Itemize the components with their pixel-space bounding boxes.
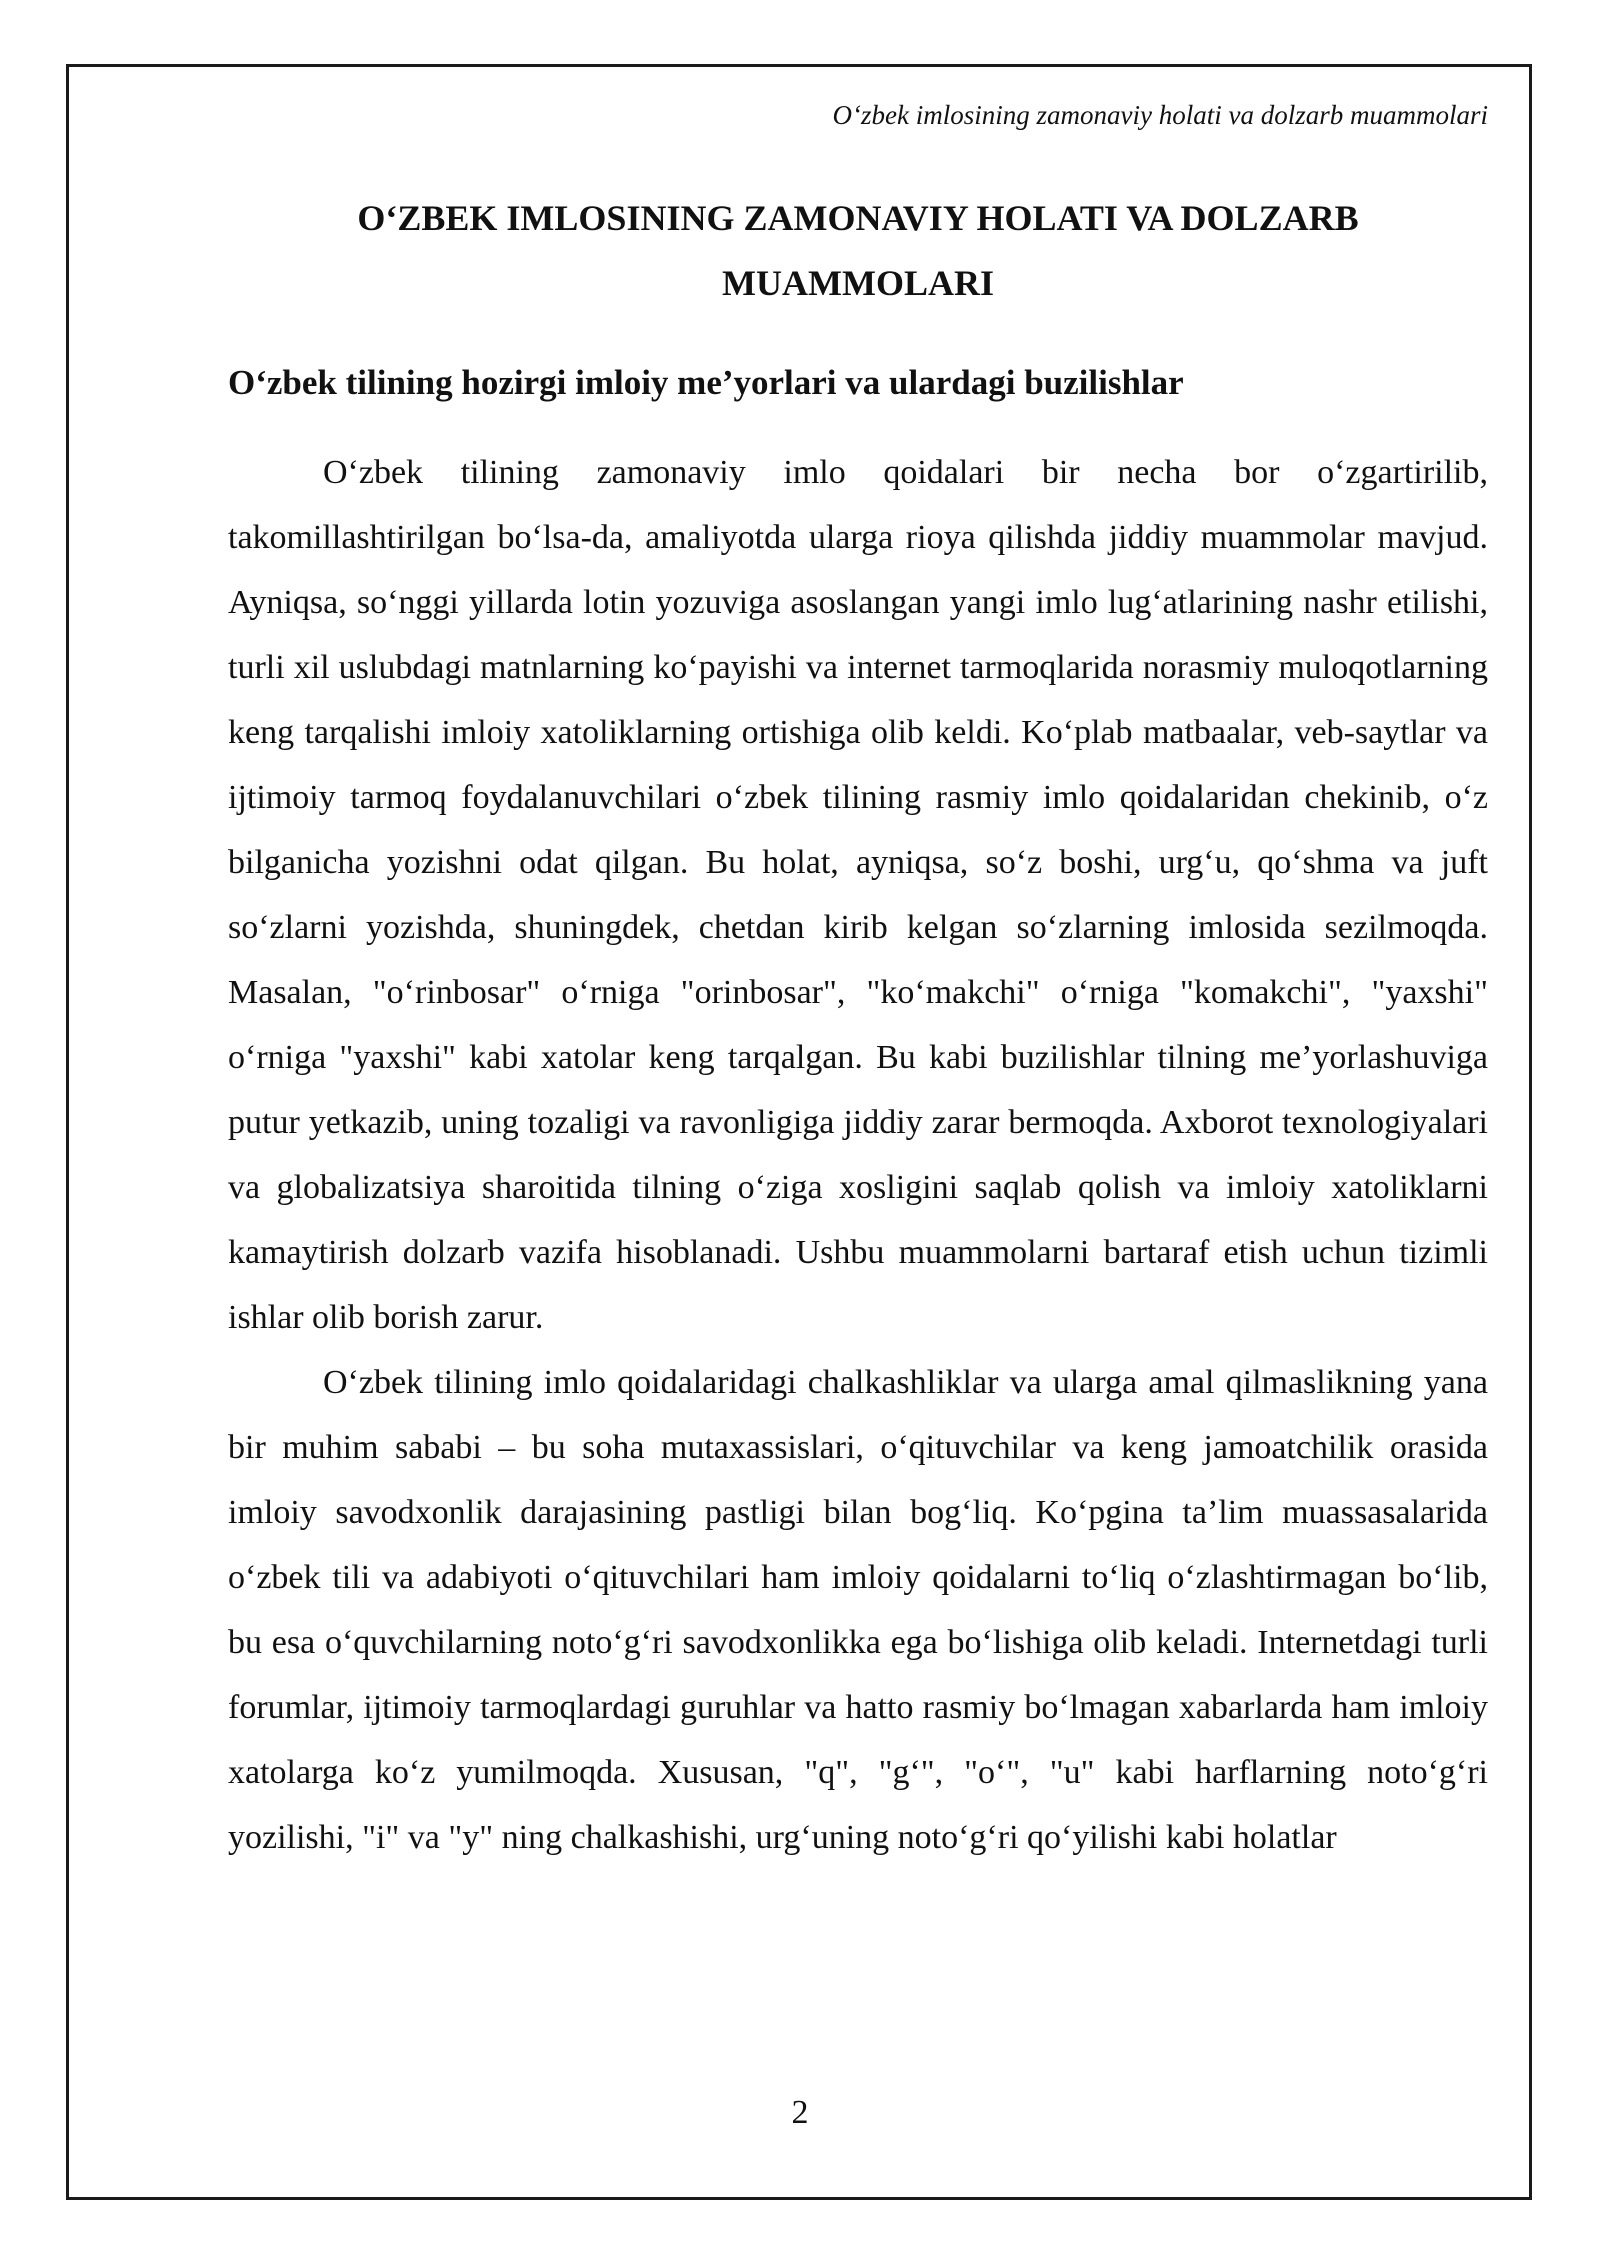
paragraph-1: O‘zbek tilining zamonaviy imlo qoidalari bir necha bor o‘zgartirilib, takomillashtirilgan bo‘lsa-da, amaliyotda ularga rioya qilishda jiddiy muammolar mavjud. Ayniqsa, so‘nggi yillarda lotin yozuviga asoslangan yangi imlo lug‘atlarining nashr etilishi, turli xil uslubdagi matnlarning ko‘payishi va internet tarmoqlarida norasmiy muloqotlarning keng tarqalishi imloiy xatoliklarning ortishiga olib keldi. Ko‘plab matbaalar, veb-saytlar va ijtimoiy tarmoq foydalanuvchilari o‘zbek tilining rasmiy imlo qoidalaridan chekinib, o‘z bilganicha yozishni odat qilgan. Bu holat, ayniqsa, so‘z boshi, urg‘u, qo‘shma va juft so‘zlarni yozishda, shuningdek, chetdan kirib kelgan so‘zlarning imlosida sezilmoqda. Masalan, "o‘rinbosar" o‘rniga "orinbosar", "ko‘makchi" o‘rniga "komakchi", "yaxshi" o‘rniga "yaxshi" kabi xatolar keng tarqalgan. Bu kabi buzilishlar tilning me’yorlashuviga putur yetkazib, uning tozaligi va ravonligiga jiddiy zarar bermoqda. Axborot texnologiyalari va globalizatsiya sharoitida tilning o‘ziga xosligini saqlab qolish va imloiy xatoliklarni kamaytirish dolzarb vazifa hisoblanadi. Ushbu muammolarni bartaraf etish uchun tizimli ishlar olib borish zarur. bbox=[228, 454, 1488, 1336]
document-title-line-2: MUAMMOLARI bbox=[722, 263, 994, 303]
running-header: O‘zbek imlosining zamonaviy holati va dolzarb muammolari bbox=[832, 100, 1488, 130]
document-title bbox=[228, 186, 1488, 316]
paragraph-2: O‘zbek tilining imlo qoidalaridagi chalkashliklar va ularga amal qilmaslikning yana bir muhim sababi – bu soha mutaxassislari, o‘qituvchilar va keng jamoatchilik orasida imloiy savodxonlik darajasining pastligi bilan bog‘liq. Ko‘pgina ta’lim muassasalarida o‘zbek tili va adabiyoti o‘qituvchilari ham imloiy qoidalarni to‘liq o‘zlashtirmagan bo‘lib, bu esa o‘quvchilarning noto‘g‘ri savodxonlikka ega bo‘lishiga olib keladi. Internetdagi turli forumlar, ijtimoiy tarmoqlardagi guruhlar va hatto rasmiy bo‘lmagan xabarlarda ham imloiy xatolarga ko‘z yumilmoqda. Xususan, "q", "g‘", "o‘", "u" kabi harflarning noto‘g‘ri yozilishi, "i" va "y" ning chalkashishi, urg‘uning noto‘g‘ri qo‘yilishi kabi holatlar bbox=[228, 1364, 1488, 1856]
document-title-line-1: O‘ZBEK IMLOSINING ZAMONAVIY HOLATI VA DOLZARB bbox=[357, 198, 1359, 238]
page-number: 2 bbox=[791, 2094, 809, 2131]
body-text bbox=[228, 440, 1488, 1870]
section-heading: O‘zbek tilining hozirgi imloiy me’yorlari va ulardagi buzilishlar bbox=[228, 363, 1184, 402]
